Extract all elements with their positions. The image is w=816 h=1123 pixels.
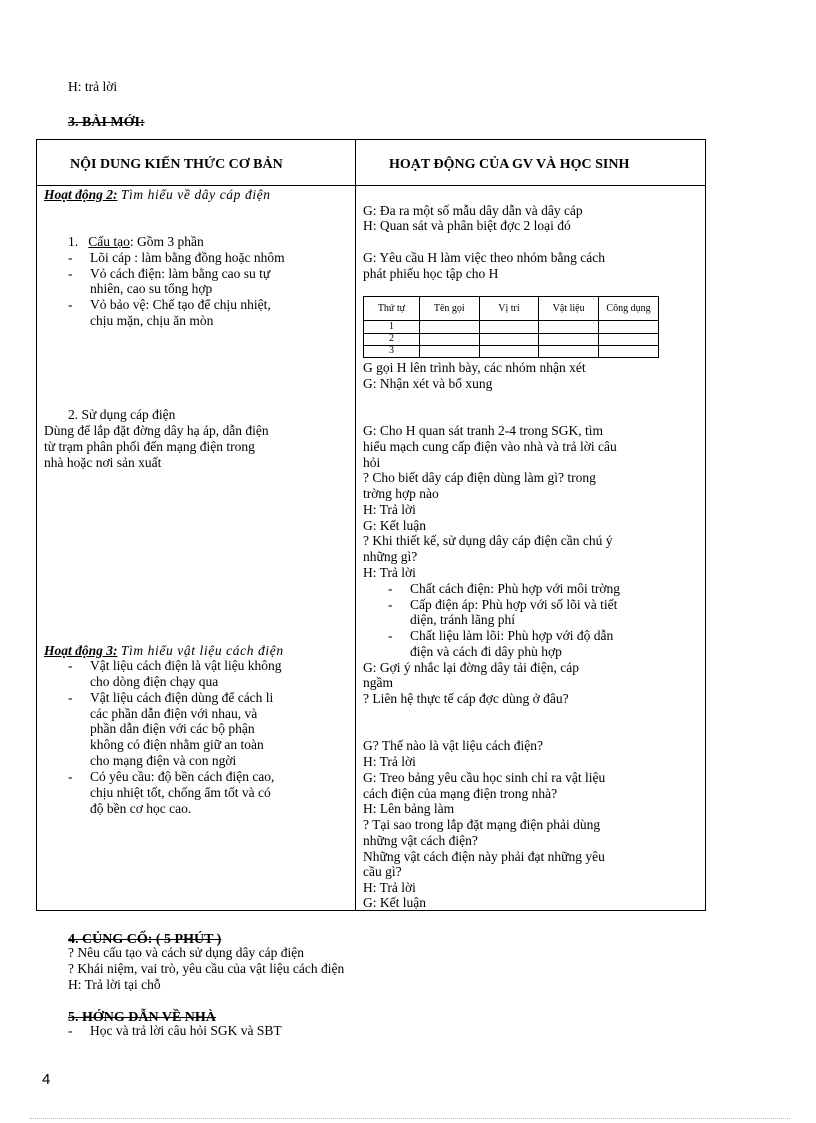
worksheet-col-header: Vị trí — [479, 297, 539, 321]
right-line: G: Kết luận — [363, 518, 426, 533]
dash-marker: - — [68, 250, 73, 265]
right-line: ? Tại sao trong lắp đặt mạng điện phải dùng — [363, 817, 601, 832]
right-line: Những vật cách điện này phải đạt những yêu — [363, 849, 605, 864]
right-line: H: Trả lời — [363, 754, 416, 769]
dash-marker: - — [68, 769, 73, 784]
review-line-2: ? Khái niệm, vai trò, yêu cầu của vật liệu cách điện — [68, 961, 345, 976]
structure-bullet-2: Vỏ cách điện: làm bằng cao su tự — [90, 266, 271, 281]
right-bullet-cont: điện và cách đi dây phù hợp — [410, 644, 562, 659]
dash-marker: - — [68, 658, 73, 673]
right-line: G: Nhận xét và bổ xung — [363, 376, 493, 391]
right-line: H: Trả lời — [363, 502, 416, 517]
worksheet-col-header: Thứ tự — [364, 297, 420, 321]
insulation-bullet-3-cont: chịu nhiệt tốt, chống ẩm tốt và có — [90, 785, 271, 800]
right-line: những gì? — [363, 549, 418, 564]
section-3-title: 3. BÀI MỚI: — [68, 115, 145, 130]
usage-line-3: nhà hoặc nơi sản xuất — [44, 455, 162, 470]
worksheet-col-header: Công dụng — [599, 297, 659, 321]
insulation-bullet-2-cont: cho mạng điện và con ngời — [90, 753, 237, 768]
insulation-bullet-2-cont: phần dẫn điện với các bộ phận — [90, 721, 255, 736]
right-line: H: Trả lời — [363, 565, 416, 580]
right-line: ngầm — [363, 675, 393, 690]
right-line: H: Trả lời — [363, 880, 416, 895]
right-line: hỏi — [363, 455, 381, 470]
dash-marker: - — [68, 1023, 73, 1038]
worksheet-col-header: Vật liệu — [539, 297, 599, 321]
footer-divider — [30, 1118, 790, 1119]
right-line: H: Quan sát và phân biệt đợc 2 loại đó — [363, 218, 571, 233]
right-line: G? Thế nào là vật liệu cách điện? — [363, 738, 544, 753]
right-line: H: Lên bảng làm — [363, 801, 455, 816]
right-line: G: Đa ra một số mẫu dây dẫn và dây cáp — [363, 203, 583, 218]
right-line: G: Gợi ý nhắc lại đờng dây tải điện, cáp — [363, 660, 579, 675]
structure-bullet-3: Vỏ bảo vệ: Chế tạo để chịu nhiệt, — [90, 297, 271, 312]
right-line: cách điện của mạng điện trong nhà? — [363, 786, 558, 801]
worksheet-row-number: 3 — [364, 345, 420, 357]
insulation-bullet-3-cont: độ bền cơ học cao. — [90, 801, 192, 816]
structure-bullet-2-cont: nhiên, cao su tổng hợp — [90, 281, 213, 296]
right-line: G gọi H lên trình bày, các nhóm nhận xét — [363, 360, 586, 375]
structure-bullet-1: Lõi cáp : làm bằng đồng hoặc nhôm — [90, 250, 285, 265]
dash-marker: - — [68, 690, 73, 705]
review-line-3: H: Trả lời tại chỗ — [68, 977, 161, 992]
right-bullet: Cấp điện áp: Phù hợp với số lõi và tiết — [410, 597, 618, 612]
table-header-left: NỘI DUNG KIẾN THỨC CƠ BẢN — [70, 157, 283, 172]
right-bullet-cont: diện, tránh lãng phí — [410, 612, 515, 627]
insulation-bullet-1-cont: cho dòng điện chạy qua — [90, 674, 219, 689]
right-line: hiểu mạch cung cấp điện vào nhà và trả lời câu — [363, 439, 617, 454]
dash-marker: - — [388, 628, 393, 643]
right-line: trờng hợp nào — [363, 486, 439, 501]
usage-line-2: từ trạm phân phối đến mạng điện trong — [44, 439, 255, 454]
right-bullet: Chất liệu làm lõi: Phù hợp với độ dẫn — [410, 628, 614, 643]
section-4-title: 4. CỦNG CỐ: ( 5 PHÚT ) — [68, 932, 222, 947]
worksheet-table — [363, 296, 659, 358]
insulation-bullet-1: Vật liệu cách điện là vật liệu không — [90, 658, 282, 673]
right-line: những vật cách điện? — [363, 833, 478, 848]
right-line: G: Kết luận — [363, 895, 426, 910]
right-line: ? Cho biết dây cáp điện dùng làm gì? trong — [363, 470, 596, 485]
table-header-right: HOẠT ĐỘNG CỦA GV VÀ HỌC SINH — [389, 157, 630, 172]
table-header-divider — [36, 185, 706, 186]
right-line: G: Yêu cầu H làm việc theo nhóm bằng cách — [363, 250, 606, 265]
right-line: G: Cho H quan sát tranh 2-4 trong SGK, tìm — [363, 423, 603, 438]
insulation-bullet-3: Có yêu cầu: độ bền cách điện cao, — [90, 769, 275, 784]
top-text: H: trả lời — [68, 79, 118, 94]
insulation-bullet-2: Vật liệu cách điện dùng để cách li — [90, 690, 274, 705]
dash-marker: - — [388, 597, 393, 612]
insulation-bullet-2-cont: các phần dẫn điện với nhau, và — [90, 706, 258, 721]
insulation-bullet-2-cont: không có điện nhằm giữ an toàn — [90, 737, 264, 752]
structure-bullet-3-cont: chịu mặn, chịu ăn mòn — [90, 313, 214, 328]
dash-marker: - — [68, 297, 73, 312]
structure-heading: 1. Cấu tạo: Gồm 3 phần — [68, 234, 204, 249]
right-bullet: Chất cách điện: Phù hợp với môi trờng — [410, 581, 621, 596]
dash-marker: - — [68, 266, 73, 281]
worksheet-row-number: 2 — [364, 333, 420, 345]
activity-3-heading: Hoạt động 3: Tìm hiểu vật liệu cách điện — [44, 643, 284, 658]
right-line: phát phiếu học tập cho H — [363, 266, 499, 281]
homework-item: Học và trả lời câu hỏi SGK và SBT — [90, 1023, 282, 1038]
right-line: ? Khi thiết kế, sử dụng dây cáp điện cần chú ý — [363, 533, 613, 548]
section-5-title: 5. HỚNG DẪN VỀ NHÀ — [68, 1010, 216, 1025]
usage-heading: 2. Sử dụng cáp điện — [68, 407, 176, 422]
worksheet-col-header: Tên gọi — [419, 297, 479, 321]
right-line: cầu gì? — [363, 864, 402, 879]
worksheet-row-number: 1 — [364, 321, 420, 333]
usage-line-1: Dùng để lắp đặt đờng dây hạ áp, dẫn điện — [44, 423, 269, 438]
right-line: ? Liên hệ thực tế cáp đợc dùng ở đâu? — [363, 691, 569, 706]
activity-2-heading: Hoạt động 2: Tìm hiểu về dây cáp điện — [44, 187, 271, 202]
right-line: G: Treo bảng yêu cầu học sinh chỉ ra vật liệu — [363, 770, 606, 785]
table-column-divider — [355, 139, 356, 911]
dash-marker: - — [388, 581, 393, 596]
review-line-1: ? Nêu cấu tạo và cách sử dụng dây cáp điện — [68, 945, 304, 960]
page-number: 4 — [42, 1071, 51, 1088]
